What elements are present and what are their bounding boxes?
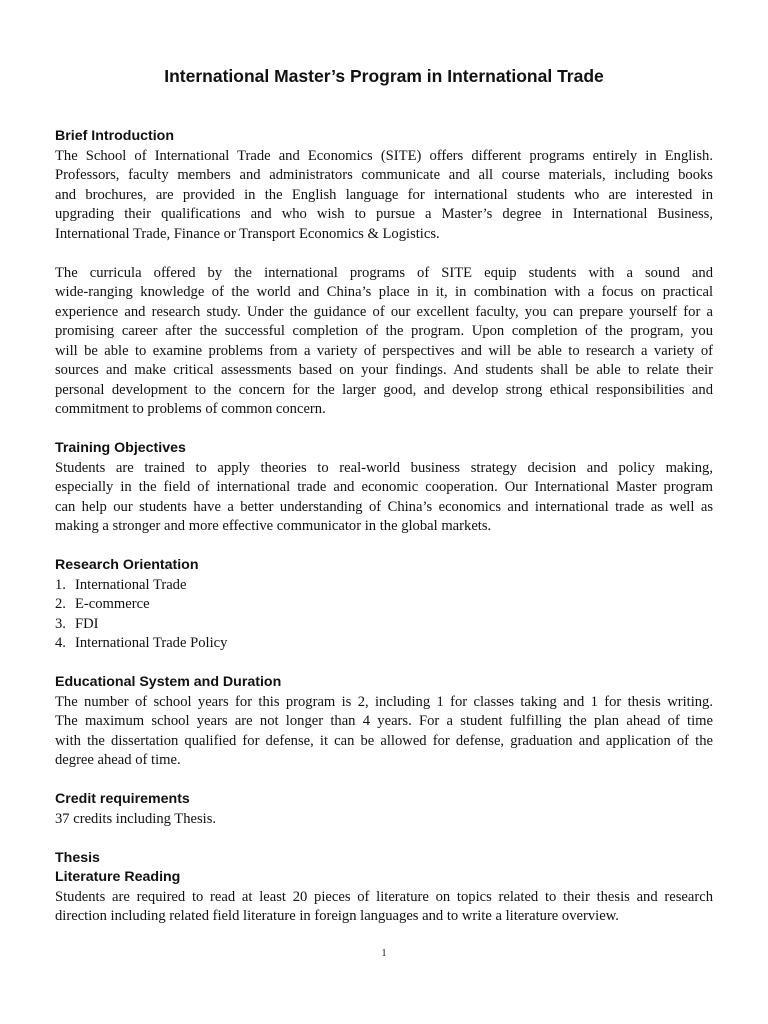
section-subheading-literature-reading: Literature Reading [55, 869, 181, 885]
intro-paragraph-line: The curricula offered by the international programs of SITE equip students with a sound and [55, 264, 713, 281]
intro-paragraph-line: will be able to examine problems from a variety of perspectives and will be able to research a variety of [55, 342, 713, 359]
section-heading-educational-system: Educational System and Duration [55, 674, 282, 690]
list-item [55, 595, 713, 615]
section-heading-credit-requirements: Credit requirements [55, 791, 190, 807]
blank-line [55, 244, 713, 264]
list-item [55, 634, 713, 654]
education-paragraph-line: The number of school years for this program is 2, including 1 for classes taking and 1 for thesis writing. [55, 693, 713, 710]
intro-paragraph-line: sources and make critical assessments based on your findings. And students shall be able to relate their [55, 362, 713, 378]
intro-paragraph-line: International Trade, Finance or Transport Economics & Logistics. [55, 225, 440, 242]
intro-paragraph-line: upgrading their qualifications and who wish to pursue a Master’s degree in International Business, [55, 206, 713, 222]
training-paragraph-line: Students are trained to apply theories to real-world business strategy decision and policy making, [55, 459, 713, 476]
section-heading-research-orientation: Research Orientation [55, 557, 199, 573]
intro-paragraph-line: and brochures, are provided in the English language for international students who are interested in [55, 186, 713, 203]
intro-paragraph-line: commitment to problems of common concern. [55, 401, 326, 417]
list-item [55, 615, 713, 635]
list-number: 1. [55, 576, 66, 593]
section-heading-training-objectives: Training Objectives [55, 440, 186, 456]
education-paragraph-line: The maximum school years are not longer than 4 years. For a student fulfilling the plan ahead of time [55, 713, 713, 729]
education-paragraph-line: degree ahead of time. [55, 752, 181, 768]
list-item [55, 576, 713, 596]
list-text: E-commerce [75, 596, 150, 612]
intro-paragraph-line: promising career after the successful completion of the program. Upon completion of the program, you [55, 323, 713, 339]
thesis-paragraph-line: direction including related field literature in foreign languages and to write a literature overview. [55, 908, 619, 924]
training-paragraph-line: making a stronger and more effective communicator in the global markets. [55, 518, 492, 534]
section-heading-brief-introduction: Brief Introduction [55, 128, 175, 144]
intro-paragraph-line: Professors, faculty members and administrators communicate and all course materials, including books [55, 167, 713, 183]
credit-paragraph-line: 37 credits including Thesis. [55, 810, 217, 827]
list-text: International Trade Policy [75, 635, 228, 651]
list-text: International Trade [75, 576, 187, 593]
blank-line [55, 829, 713, 849]
document-title: International Master’s Program in International Trade [164, 66, 604, 86]
list-number: 2. [55, 596, 66, 612]
intro-paragraph-line: wide-ranging knowledge of the world and China’s place in it, in combination with a focus on practical [55, 284, 713, 300]
intro-paragraph-line: The School of International Trade and Economics (SITE) offers different programs entirely in English. [55, 147, 713, 164]
blank-line [55, 537, 713, 557]
list-number: 4. [55, 635, 66, 651]
blank-line [55, 420, 713, 440]
blank-line [55, 771, 713, 791]
intro-paragraph-line: experience and research study. Under the guidance of our excellent faculty, you can prepare yourself for a [55, 303, 713, 320]
list-number: 3. [55, 615, 66, 632]
document-body [55, 127, 713, 927]
list-text: FDI [75, 615, 99, 632]
blank-line [55, 654, 713, 674]
training-paragraph-line: especially in the field of international trade and economic cooperation. Our International Master program [55, 479, 713, 495]
thesis-paragraph-line: Students are required to read at least 20 pieces of literature on topics related to their thesis and research [55, 888, 713, 905]
training-paragraph-line: can help our students have a better understanding of China’s economics and international trade as well as [55, 498, 713, 515]
education-paragraph-line: with the dissertation qualified for defense, it can be allowed for defense, graduation and application of the [55, 732, 713, 749]
intro-paragraph-line: personal development to the concern for the larger good, and develop strong ethical responsibilities and [55, 381, 713, 398]
page-number: 1 [381, 948, 387, 959]
section-heading-thesis: Thesis [55, 849, 100, 866]
